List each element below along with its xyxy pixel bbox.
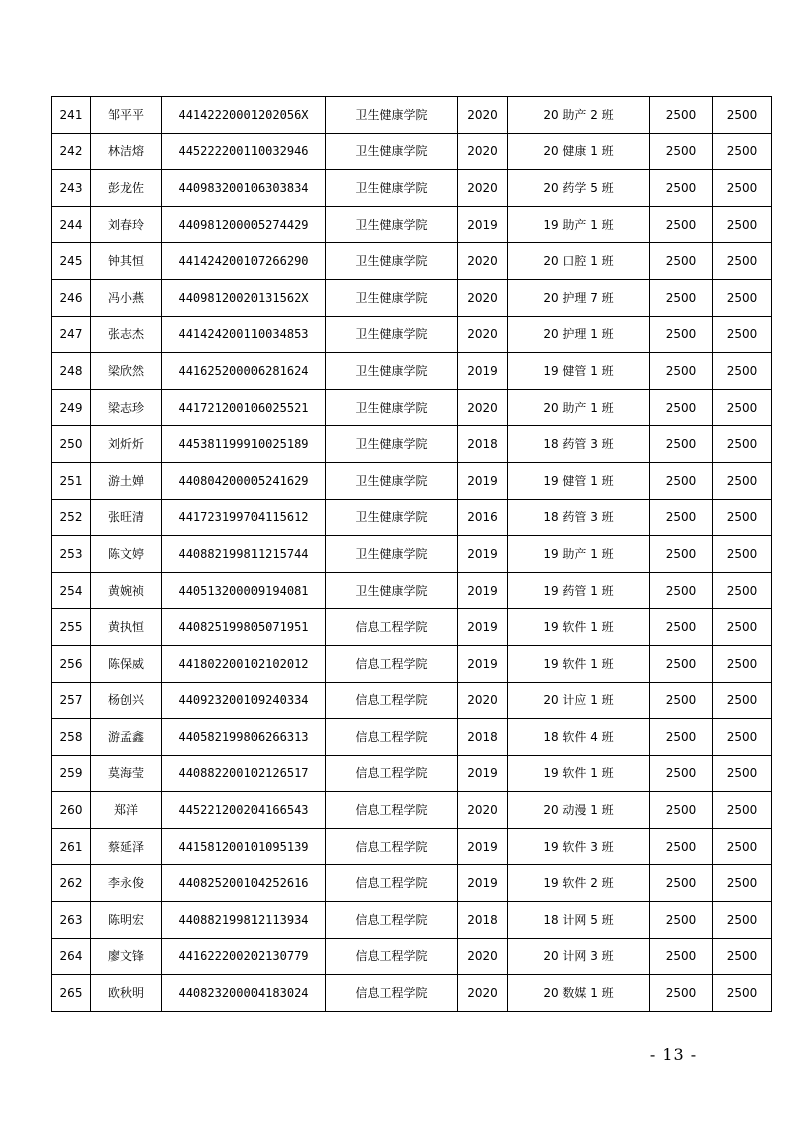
id-number-cell: 440981200005274429 <box>162 206 326 243</box>
id-number-cell: 441721200106025521 <box>162 389 326 426</box>
student-name-cell: 李永俊 <box>91 865 162 902</box>
student-name-cell: 黄执恒 <box>91 609 162 646</box>
id-number-cell: 440923200109240334 <box>162 682 326 719</box>
class-cell: 18 计网 5 班 <box>508 902 650 939</box>
row-number-cell: 243 <box>52 170 91 207</box>
row-number-cell: 255 <box>52 609 91 646</box>
college-cell: 信息工程学院 <box>326 755 458 792</box>
college-cell: 信息工程学院 <box>326 975 458 1012</box>
class-cell: 19 软件 1 班 <box>508 609 650 646</box>
row-number-cell: 258 <box>52 719 91 756</box>
row-number-cell: 241 <box>52 97 91 134</box>
amount-cell: 2500 <box>650 462 713 499</box>
class-cell: 19 软件 1 班 <box>508 645 650 682</box>
class-cell: 19 软件 1 班 <box>508 755 650 792</box>
college-cell: 信息工程学院 <box>326 865 458 902</box>
student-name-cell: 陈明宏 <box>91 902 162 939</box>
id-number-cell: 441424200107266290 <box>162 243 326 280</box>
table-row <box>52 865 772 902</box>
id-number-cell: 445381199910025189 <box>162 426 326 463</box>
id-number-cell: 440825200104252616 <box>162 865 326 902</box>
amount-approved-cell: 2500 <box>713 572 772 609</box>
enrollment-year-cell: 2020 <box>458 170 508 207</box>
enrollment-year-cell: 2019 <box>458 462 508 499</box>
amount-approved-cell: 2500 <box>713 975 772 1012</box>
amount-approved-cell: 2500 <box>713 938 772 975</box>
table-row <box>52 353 772 390</box>
college-cell: 信息工程学院 <box>326 828 458 865</box>
enrollment-year-cell: 2020 <box>458 97 508 134</box>
table-row <box>52 279 772 316</box>
amount-approved-cell: 2500 <box>713 645 772 682</box>
id-number-cell: 440582199806266313 <box>162 719 326 756</box>
amount-cell: 2500 <box>650 828 713 865</box>
college-cell: 卫生健康学院 <box>326 536 458 573</box>
row-number-cell: 251 <box>52 462 91 499</box>
amount-approved-cell: 2500 <box>713 902 772 939</box>
amount-cell: 2500 <box>650 902 713 939</box>
student-name-cell: 郑洋 <box>91 792 162 829</box>
amount-cell: 2500 <box>650 243 713 280</box>
college-cell: 卫生健康学院 <box>326 353 458 390</box>
row-number-cell: 246 <box>52 279 91 316</box>
amount-approved-cell: 2500 <box>713 170 772 207</box>
class-cell: 20 助产 2 班 <box>508 97 650 134</box>
id-number-cell: 440882200102126517 <box>162 755 326 792</box>
student-name-cell: 杨创兴 <box>91 682 162 719</box>
amount-cell: 2500 <box>650 572 713 609</box>
college-cell: 卫生健康学院 <box>326 389 458 426</box>
class-cell: 19 健管 1 班 <box>508 462 650 499</box>
class-cell: 20 护理 1 班 <box>508 316 650 353</box>
class-cell: 19 助产 1 班 <box>508 206 650 243</box>
row-number-cell: 256 <box>52 645 91 682</box>
amount-cell: 2500 <box>650 353 713 390</box>
college-cell: 卫生健康学院 <box>326 462 458 499</box>
class-cell: 19 健管 1 班 <box>508 353 650 390</box>
table-row <box>52 902 772 939</box>
amount-cell: 2500 <box>650 426 713 463</box>
row-number-cell: 263 <box>52 902 91 939</box>
college-cell: 信息工程学院 <box>326 645 458 682</box>
id-number-cell: 441802200102102012 <box>162 645 326 682</box>
row-number-cell: 249 <box>52 389 91 426</box>
amount-cell: 2500 <box>650 792 713 829</box>
amount-cell: 2500 <box>650 536 713 573</box>
row-number-cell: 248 <box>52 353 91 390</box>
student-name-cell: 廖文锋 <box>91 938 162 975</box>
enrollment-year-cell: 2019 <box>458 828 508 865</box>
id-number-cell: 440882199811215744 <box>162 536 326 573</box>
student-name-cell: 林洁熔 <box>91 133 162 170</box>
table-row <box>52 828 772 865</box>
row-number-cell: 257 <box>52 682 91 719</box>
row-number-cell: 264 <box>52 938 91 975</box>
amount-cell: 2500 <box>650 206 713 243</box>
college-cell: 卫生健康学院 <box>326 170 458 207</box>
enrollment-year-cell: 2020 <box>458 792 508 829</box>
amount-cell: 2500 <box>650 975 713 1012</box>
amount-approved-cell: 2500 <box>713 206 772 243</box>
college-cell: 卫生健康学院 <box>326 133 458 170</box>
row-number-cell: 265 <box>52 975 91 1012</box>
table-row <box>52 536 772 573</box>
table-row <box>52 133 772 170</box>
table-row <box>52 975 772 1012</box>
amount-approved-cell: 2500 <box>713 682 772 719</box>
amount-approved-cell: 2500 <box>713 828 772 865</box>
student-name-cell: 钟其恒 <box>91 243 162 280</box>
class-cell: 20 计网 3 班 <box>508 938 650 975</box>
student-name-cell: 陈文婷 <box>91 536 162 573</box>
id-number-cell: 445222200110032946 <box>162 133 326 170</box>
amount-approved-cell: 2500 <box>713 133 772 170</box>
id-number-cell: 440804200005241629 <box>162 462 326 499</box>
id-number-cell: 441723199704115612 <box>162 499 326 536</box>
amount-cell: 2500 <box>650 865 713 902</box>
table-row <box>52 316 772 353</box>
amount-cell: 2500 <box>650 170 713 207</box>
college-cell: 信息工程学院 <box>326 609 458 646</box>
class-cell: 20 计应 1 班 <box>508 682 650 719</box>
row-number-cell: 245 <box>52 243 91 280</box>
page-number: - 13 - <box>649 1045 698 1064</box>
table-row <box>52 389 772 426</box>
enrollment-year-cell: 2019 <box>458 609 508 646</box>
class-cell: 20 口腔 1 班 <box>508 243 650 280</box>
student-name-cell: 刘炘炘 <box>91 426 162 463</box>
table-row <box>52 243 772 280</box>
class-cell: 18 软件 4 班 <box>508 719 650 756</box>
college-cell: 卫生健康学院 <box>326 426 458 463</box>
enrollment-year-cell: 2020 <box>458 243 508 280</box>
amount-approved-cell: 2500 <box>713 389 772 426</box>
amount-approved-cell: 2500 <box>713 97 772 134</box>
id-number-cell: 440823200004183024 <box>162 975 326 1012</box>
amount-approved-cell: 2500 <box>713 755 772 792</box>
id-number-cell: 441581200101095139 <box>162 828 326 865</box>
id-number-cell: 440513200009194081 <box>162 572 326 609</box>
enrollment-year-cell: 2018 <box>458 719 508 756</box>
college-cell: 信息工程学院 <box>326 938 458 975</box>
student-name-cell: 莫海莹 <box>91 755 162 792</box>
college-cell: 卫生健康学院 <box>326 97 458 134</box>
row-number-cell: 242 <box>52 133 91 170</box>
class-cell: 20 助产 1 班 <box>508 389 650 426</box>
class-cell: 18 药管 3 班 <box>508 426 650 463</box>
amount-cell: 2500 <box>650 389 713 426</box>
table-row <box>52 609 772 646</box>
class-cell: 20 护理 7 班 <box>508 279 650 316</box>
table-row <box>52 572 772 609</box>
amount-cell: 2500 <box>650 133 713 170</box>
class-cell: 18 药管 3 班 <box>508 499 650 536</box>
row-number-cell: 260 <box>52 792 91 829</box>
student-name-cell: 陈保威 <box>91 645 162 682</box>
row-number-cell: 254 <box>52 572 91 609</box>
enrollment-year-cell: 2018 <box>458 902 508 939</box>
amount-approved-cell: 2500 <box>713 462 772 499</box>
class-cell: 20 数媒 1 班 <box>508 975 650 1012</box>
id-number-cell: 445221200204166543 <box>162 792 326 829</box>
enrollment-year-cell: 2019 <box>458 865 508 902</box>
enrollment-year-cell: 2020 <box>458 316 508 353</box>
table-row <box>52 755 772 792</box>
class-cell: 19 软件 3 班 <box>508 828 650 865</box>
amount-cell: 2500 <box>650 682 713 719</box>
enrollment-year-cell: 2019 <box>458 645 508 682</box>
college-cell: 信息工程学院 <box>326 719 458 756</box>
amount-cell: 2500 <box>650 97 713 134</box>
id-number-cell: 440825199805071951 <box>162 609 326 646</box>
enrollment-year-cell: 2019 <box>458 572 508 609</box>
class-cell: 19 助产 1 班 <box>508 536 650 573</box>
row-number-cell: 261 <box>52 828 91 865</box>
college-cell: 卫生健康学院 <box>326 316 458 353</box>
table-row <box>52 97 772 134</box>
id-number-cell: 441424200110034853 <box>162 316 326 353</box>
student-name-cell: 彭龙佐 <box>91 170 162 207</box>
class-cell: 20 药学 5 班 <box>508 170 650 207</box>
enrollment-year-cell: 2019 <box>458 206 508 243</box>
row-number-cell: 253 <box>52 536 91 573</box>
amount-approved-cell: 2500 <box>713 316 772 353</box>
table-row <box>52 719 772 756</box>
college-cell: 卫生健康学院 <box>326 499 458 536</box>
id-number-cell: 44098120020131562X <box>162 279 326 316</box>
student-name-cell: 蔡延泽 <box>91 828 162 865</box>
row-number-cell: 247 <box>52 316 91 353</box>
row-number-cell: 250 <box>52 426 91 463</box>
enrollment-year-cell: 2020 <box>458 975 508 1012</box>
enrollment-year-cell: 2018 <box>458 426 508 463</box>
college-cell: 信息工程学院 <box>326 792 458 829</box>
student-name-cell: 邹平平 <box>91 97 162 134</box>
student-name-cell: 张旺清 <box>91 499 162 536</box>
college-cell: 卫生健康学院 <box>326 206 458 243</box>
class-cell: 20 动漫 1 班 <box>508 792 650 829</box>
enrollment-year-cell: 2020 <box>458 279 508 316</box>
id-number-cell: 441622200202130779 <box>162 938 326 975</box>
student-name-cell: 游孟鑫 <box>91 719 162 756</box>
enrollment-year-cell: 2019 <box>458 755 508 792</box>
table-row <box>52 645 772 682</box>
id-number-cell: 441625200006281624 <box>162 353 326 390</box>
college-cell: 信息工程学院 <box>326 902 458 939</box>
amount-cell: 2500 <box>650 316 713 353</box>
college-cell: 卫生健康学院 <box>326 243 458 280</box>
amount-approved-cell: 2500 <box>713 609 772 646</box>
table-row <box>52 792 772 829</box>
amount-approved-cell: 2500 <box>713 279 772 316</box>
student-name-cell: 游土婵 <box>91 462 162 499</box>
class-cell: 20 健康 1 班 <box>508 133 650 170</box>
table-row <box>52 499 772 536</box>
amount-approved-cell: 2500 <box>713 536 772 573</box>
class-cell: 19 软件 2 班 <box>508 865 650 902</box>
enrollment-year-cell: 2020 <box>458 682 508 719</box>
table-row <box>52 426 772 463</box>
student-name-cell: 刘春玲 <box>91 206 162 243</box>
amount-cell: 2500 <box>650 938 713 975</box>
amount-approved-cell: 2500 <box>713 426 772 463</box>
amount-approved-cell: 2500 <box>713 353 772 390</box>
student-roster-table <box>51 96 772 1012</box>
amount-cell: 2500 <box>650 719 713 756</box>
amount-approved-cell: 2500 <box>713 499 772 536</box>
id-number-cell: 440983200106303834 <box>162 170 326 207</box>
id-number-cell: 44142220001202056X <box>162 97 326 134</box>
student-name-cell: 黄婉祯 <box>91 572 162 609</box>
table-row <box>52 170 772 207</box>
row-number-cell: 244 <box>52 206 91 243</box>
amount-cell: 2500 <box>650 499 713 536</box>
class-cell: 19 药管 1 班 <box>508 572 650 609</box>
college-cell: 卫生健康学院 <box>326 279 458 316</box>
roster-body <box>52 97 772 1012</box>
enrollment-year-cell: 2016 <box>458 499 508 536</box>
table-row <box>52 682 772 719</box>
college-cell: 卫生健康学院 <box>326 572 458 609</box>
student-name-cell: 欧秋明 <box>91 975 162 1012</box>
row-number-cell: 262 <box>52 865 91 902</box>
id-number-cell: 440882199812113934 <box>162 902 326 939</box>
enrollment-year-cell: 2020 <box>458 389 508 426</box>
enrollment-year-cell: 2020 <box>458 133 508 170</box>
amount-approved-cell: 2500 <box>713 719 772 756</box>
amount-approved-cell: 2500 <box>713 243 772 280</box>
amount-approved-cell: 2500 <box>713 792 772 829</box>
table-row <box>52 206 772 243</box>
row-number-cell: 259 <box>52 755 91 792</box>
table-row <box>52 938 772 975</box>
enrollment-year-cell: 2019 <box>458 353 508 390</box>
amount-cell: 2500 <box>650 755 713 792</box>
student-name-cell: 梁志珍 <box>91 389 162 426</box>
amount-approved-cell: 2500 <box>713 865 772 902</box>
amount-cell: 2500 <box>650 645 713 682</box>
row-number-cell: 252 <box>52 499 91 536</box>
enrollment-year-cell: 2020 <box>458 938 508 975</box>
table-row <box>52 462 772 499</box>
amount-cell: 2500 <box>650 279 713 316</box>
amount-cell: 2500 <box>650 609 713 646</box>
enrollment-year-cell: 2019 <box>458 536 508 573</box>
student-name-cell: 冯小燕 <box>91 279 162 316</box>
student-name-cell: 张志杰 <box>91 316 162 353</box>
college-cell: 信息工程学院 <box>326 682 458 719</box>
student-name-cell: 梁欣然 <box>91 353 162 390</box>
